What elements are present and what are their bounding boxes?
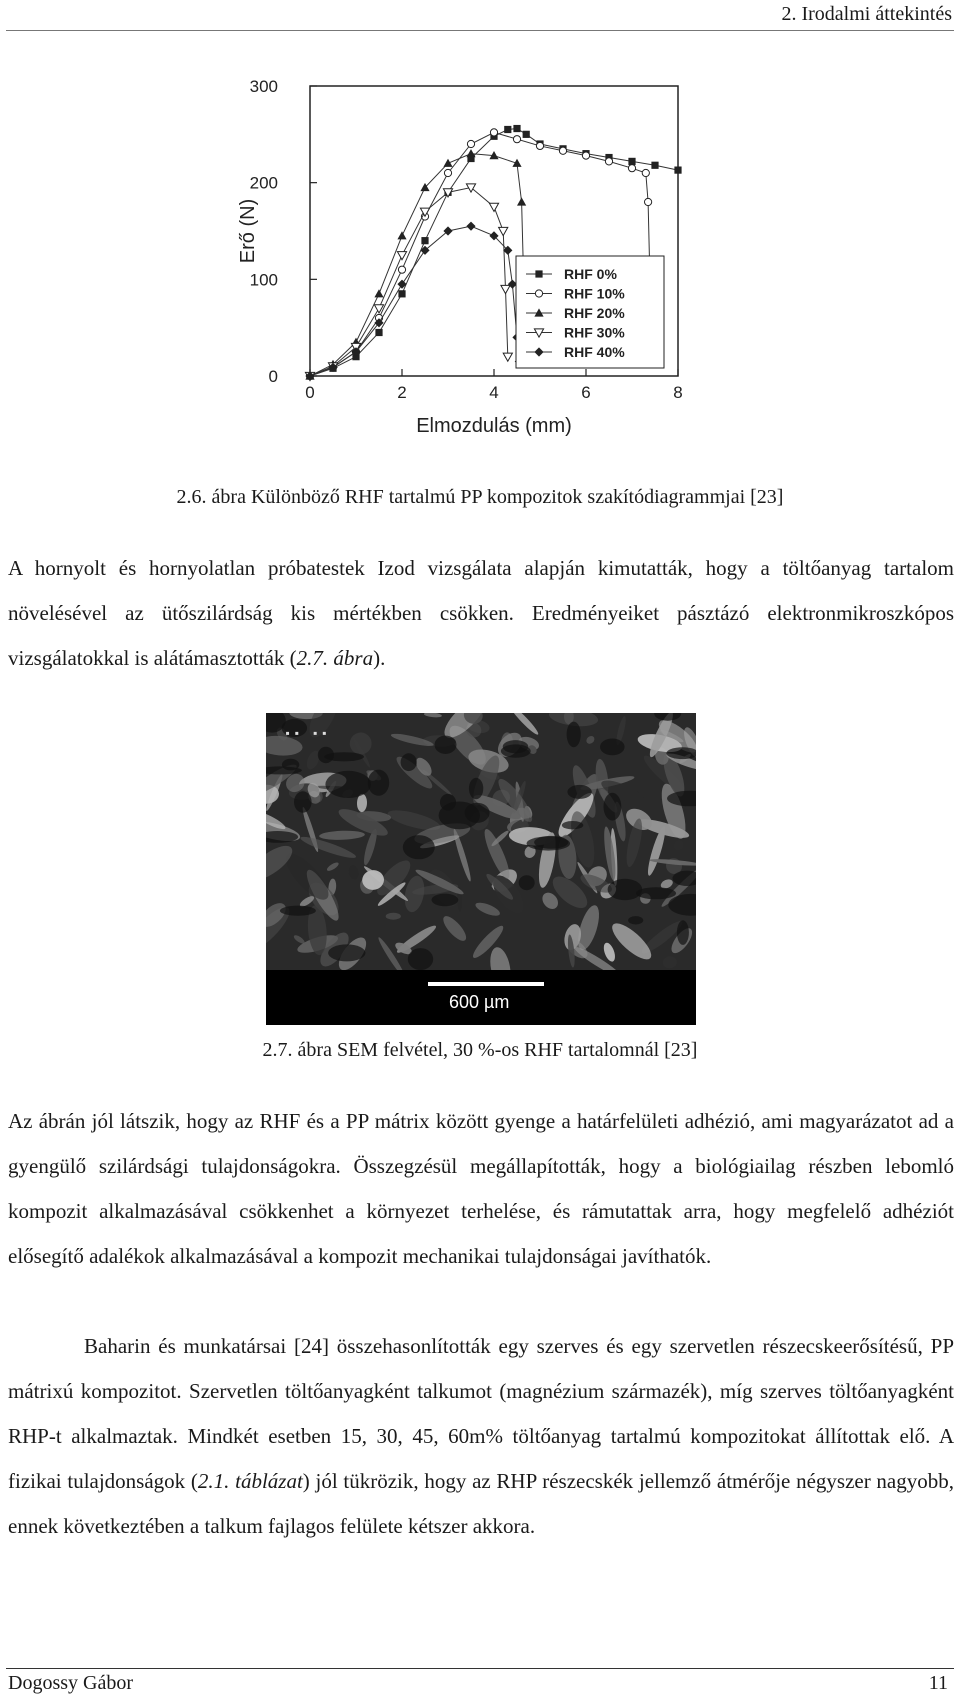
- x-tick-label: 6: [581, 383, 591, 402]
- figure-caption-2-7: 2.7. ábra SEM felvétel, 30 %-os RHF tartalomnál [23]: [262, 1039, 698, 1061]
- marker-square: [513, 125, 520, 132]
- marker-circle: [559, 147, 566, 154]
- sem-scale-bar-area: [266, 970, 696, 1025]
- legend-label: RHF 20%: [564, 305, 625, 321]
- x-axis-label: Elmozdulás (mm): [416, 415, 572, 437]
- y-tick-label: 0: [268, 367, 278, 386]
- table-ref-2-1: 2.1. táblázat: [197, 1469, 303, 1493]
- marker-circle: [398, 266, 405, 273]
- marker-circle: [444, 169, 451, 176]
- marker-square: [535, 270, 542, 277]
- marker-square: [421, 237, 428, 244]
- footer-rule: [6, 1668, 954, 1669]
- legend-label: RHF 10%: [564, 285, 625, 302]
- marker-square: [504, 126, 511, 133]
- paragraph-1-end: ).: [373, 646, 386, 670]
- legend-label: RHF 0%: [564, 266, 617, 282]
- sem-micrograph: [266, 713, 696, 970]
- scale-bar: [428, 982, 544, 986]
- paragraph-2-text: Az ábrán jól látszik, hogy az RHF és a PP mátrix között gyenge a határfelületi adhézió, ami magyarázatot ad a gyengülő szilárdsági tulajdonságokra. Összegzésül megállapították, hogy a biológiailag részben lebomló kompozit alkalmazásával csökkenhet a környezet terhelése, és rámutattak arra, hogy megfelelő adhéziót elősegítő adalékok alkalmazásával a kompozit mechanikai tulajdonságai javíthatók.: [8, 1109, 954, 1268]
- marker-square: [628, 158, 635, 165]
- running-header: 2. Irodalmi áttekintés: [781, 3, 952, 25]
- marker-circle: [582, 152, 589, 159]
- marker-square: [674, 167, 681, 174]
- paragraph-3-end: ) jól tükrözik, hogy az RHP részecskék jellemző átmérője négyszer nagyobb, ennek következtében a talkum fajlagos felülete kétszer akkora.: [8, 1469, 954, 1538]
- x-tick-label: 4: [489, 383, 499, 402]
- legend-label: RHF 40%: [564, 344, 625, 360]
- paragraph-3: [8, 1324, 954, 1549]
- x-tick-label: 2: [397, 383, 407, 402]
- y-axis-label: Erő (N): [237, 198, 259, 264]
- marker-circle: [645, 198, 652, 205]
- marker-circle: [535, 290, 542, 297]
- marker-circle: [536, 142, 543, 149]
- legend-label: RHF 30%: [564, 324, 625, 341]
- paragraph-3-text: Baharin és munkatársai [24] összehasonlították egy szerves és egy szervetlen részecskeerősítésű, PP mátrixú kompozitot. Szervetlen töltőanyagként talkumot (magnézium származék), míg szerves töltőanyagként RHP-t alkalmaztak. Mindkét esetben 15, 30, 45, 60m% töltőanyag tartalmú kompozitokat állítottak elő. A fizikai tulajdonságok (: [8, 1334, 954, 1493]
- paragraph-1-text: A hornyolt és hornyolatlan próbatestek Izod vizsgálata alapján kimutatták, hogy a töltőanyag tartalom növelésével az ütőszilárdság kis mértékben csökken. Eredményeiket pásztázó elektronmikroszkópos vizsgálatokkal is alátámasztották (: [8, 556, 954, 670]
- scale-bar-label: 600 µm: [449, 992, 510, 1012]
- y-tick-label: 300: [249, 77, 278, 96]
- figure-ref-2-7: 2.7. ábra: [296, 646, 374, 670]
- figure-caption-2-6: 2.6. ábra Különböző RHF tartalmú PP kompozitok szakítódiagrammjai [23]: [176, 486, 784, 508]
- marker-circle: [605, 158, 612, 165]
- marker-square: [651, 162, 658, 169]
- footer-author: Dogossy Gábor: [8, 1672, 133, 1694]
- x-tick-label: 8: [673, 383, 683, 402]
- marker-circle: [490, 129, 497, 136]
- marker-square: [398, 290, 405, 297]
- header-rule: [6, 30, 954, 31]
- x-tick-label: 0: [305, 383, 315, 402]
- marker-circle: [642, 169, 649, 176]
- y-tick-label: 200: [249, 173, 278, 193]
- tensile-chart-svg: [228, 72, 748, 472]
- y-tick-label: 100: [249, 270, 278, 290]
- marker-circle: [513, 136, 520, 143]
- paragraph-2: [8, 1099, 954, 1279]
- marker-circle: [628, 165, 635, 172]
- marker-circle: [467, 140, 474, 147]
- tensile-chart: [228, 72, 748, 472]
- marker-square: [375, 329, 382, 336]
- sem-image: [266, 713, 696, 1025]
- legend: [516, 256, 664, 368]
- sem-id-mark: ▪▪ ▪▪: [284, 727, 331, 741]
- page-number: 11: [928, 1672, 948, 1694]
- marker-square: [523, 131, 530, 138]
- paragraph-1: [8, 546, 954, 681]
